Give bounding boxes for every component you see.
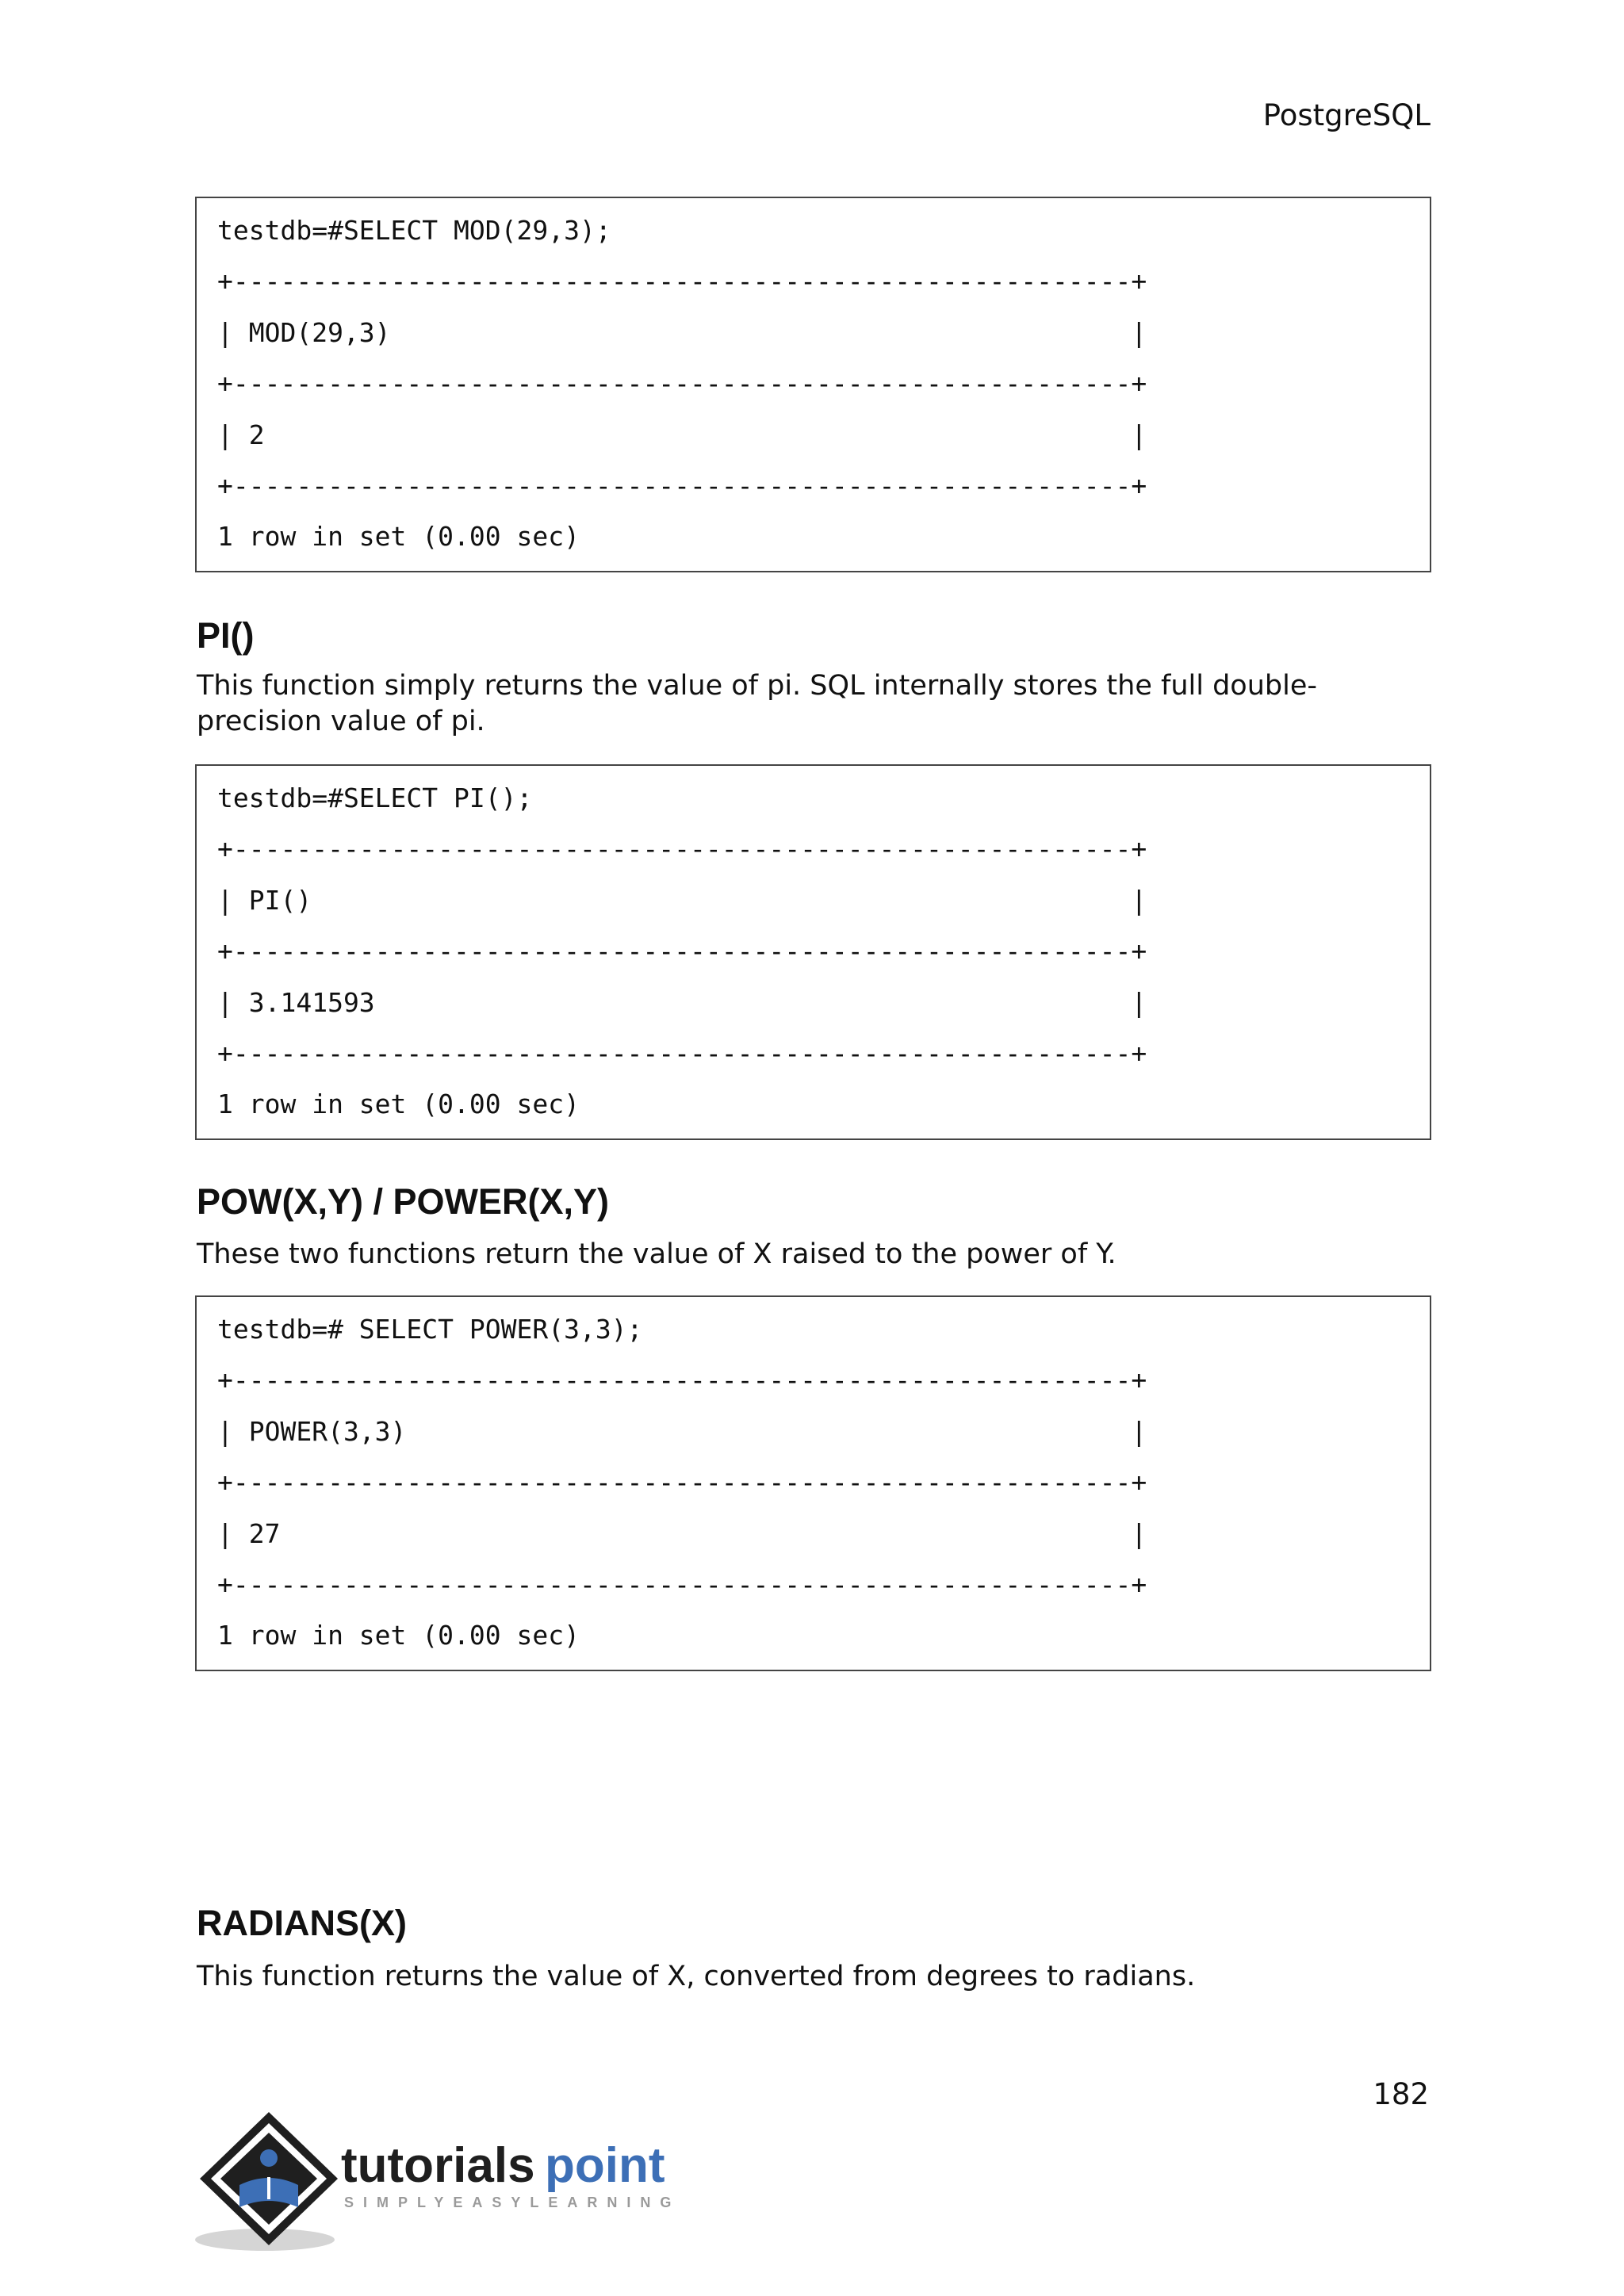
section-text-radians: This function returns the value of X, converted from degrees to radians.: [197, 1961, 1196, 1992]
code-line: +---------------------------------------------------------+: [217, 268, 1147, 297]
code-line: testdb=#SELECT PI();: [217, 785, 533, 813]
code-line: | 3.141593 |: [217, 989, 1147, 1018]
logo-tagline: SIMPLYEASYLEARNING: [344, 2195, 681, 2210]
code-line: +---------------------------------------------------------+: [217, 1571, 1147, 1600]
logo-word-tutorials: tutorials: [341, 2138, 535, 2193]
section-heading-power: POW(X,Y) / POWER(X,Y): [197, 1181, 610, 1222]
code-line: testdb=#SELECT MOD(29,3);: [217, 217, 611, 246]
code-line: +---------------------------------------------------------+: [217, 370, 1147, 400]
code-block-pi: [195, 764, 1431, 1140]
code-line: | 2 |: [217, 421, 1147, 450]
page-number: 182: [1373, 2077, 1429, 2111]
tutorialspoint-logo: [193, 2109, 701, 2256]
code-line: | MOD(29,3) |: [217, 319, 1147, 348]
code-line: | 27 |: [217, 1520, 1147, 1549]
code-line: 1 row in set (0.00 sec): [217, 1622, 580, 1651]
section-text-pi: This function simply returns the value of pi. SQL internally stores the full double-precision value of pi.: [197, 670, 1317, 737]
code-block-power: [195, 1295, 1431, 1671]
logo-word-point: point: [545, 2138, 665, 2193]
code-line: +---------------------------------------------------------+: [217, 472, 1147, 501]
section-heading-radians: RADIANS(X): [197, 1903, 407, 1943]
running-header: PostgreSQL: [1262, 98, 1431, 132]
section-heading-pi: PI(): [197, 615, 255, 656]
code-line: 1 row in set (0.00 sec): [217, 523, 580, 553]
section-text-power: These two functions return the value of X raised to the power of Y.: [197, 1238, 1116, 1270]
code-line: +---------------------------------------------------------+: [217, 938, 1147, 967]
code-line: +---------------------------------------------------------+: [217, 1039, 1147, 1069]
code-line: +---------------------------------------------------------+: [217, 1367, 1147, 1396]
code-line: +---------------------------------------------------------+: [217, 1469, 1147, 1498]
logo-head-icon: [260, 2149, 278, 2167]
code-block-mod: [195, 197, 1431, 572]
code-line: | POWER(3,3) |: [217, 1418, 1147, 1447]
code-line: 1 row in set (0.00 sec): [217, 1091, 580, 1120]
code-line: testdb=# SELECT POWER(3,3);: [217, 1316, 643, 1345]
code-line: +---------------------------------------------------------+: [217, 836, 1147, 865]
code-line: | PI() |: [217, 886, 1147, 916]
